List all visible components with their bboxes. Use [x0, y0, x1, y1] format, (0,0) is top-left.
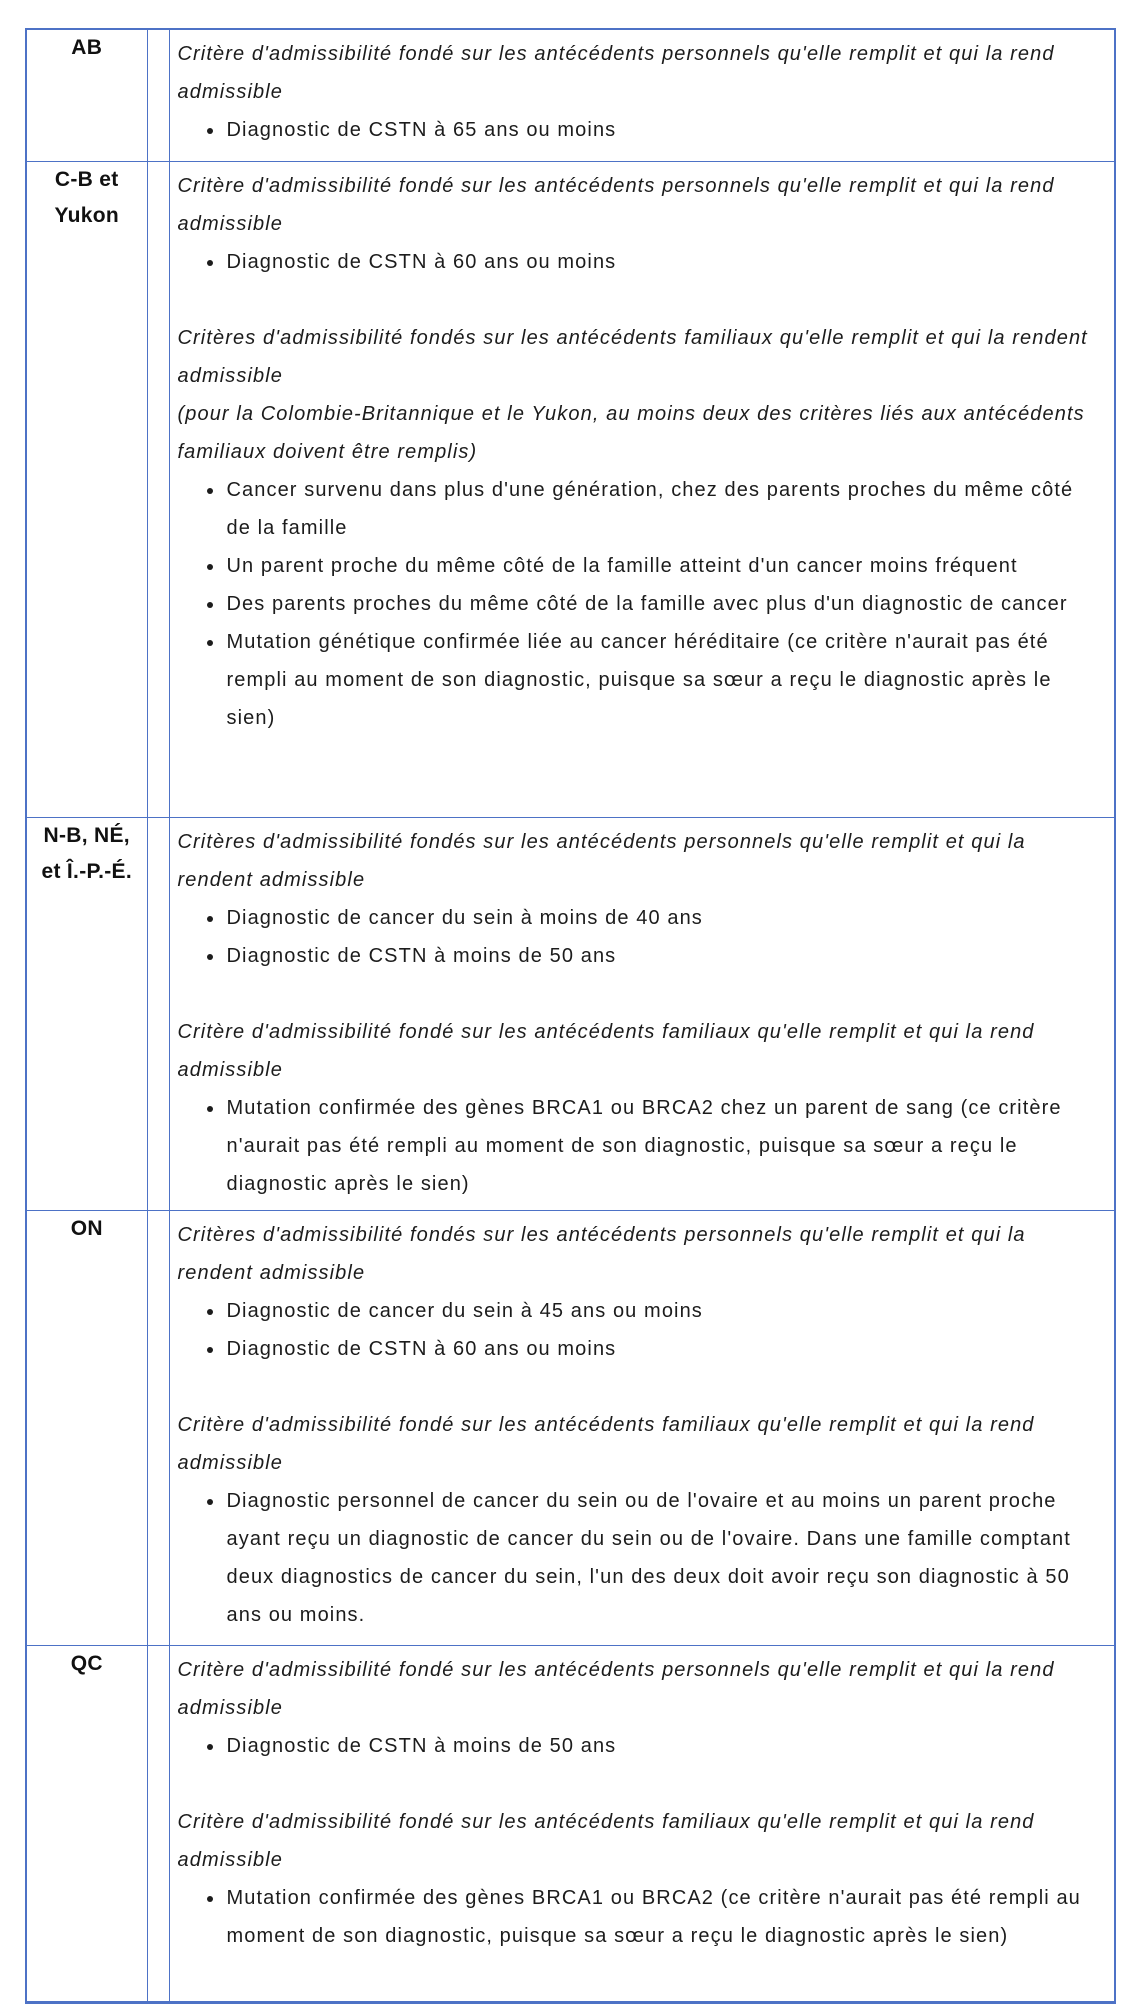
criteria-list [178, 1089, 1105, 1203]
criteria-heading: Critère d'admissibilité fondé sur les antécédents familiaux qu'elle remplit et qui la rend admissible [177, 1414, 1035, 1474]
region-label-line: AB [71, 36, 103, 59]
criteria-list [178, 243, 1105, 281]
region-label [26, 162, 147, 818]
criteria-item: • Cancer survenu dans plus d'une génération, chez des parents proches du même côté de la famille [225, 471, 1105, 547]
criteria-cell [169, 162, 1115, 818]
region-label-line: et Î.-P.-É. [41, 860, 132, 883]
criteria-item: • Des parents proches du même côté de la famille avec plus d'un diagnostic de cancer [225, 585, 1105, 623]
criteria-item: • Diagnostic de CSTN à moins de 50 ans [225, 1727, 1105, 1765]
spacer-cell [147, 1646, 169, 2003]
criteria-item: • Diagnostic de cancer du sein à moins de 40 ans [225, 899, 1105, 937]
spacer-cell [147, 818, 169, 1211]
criteria-list [178, 1292, 1105, 1368]
criteria-list [178, 111, 1105, 149]
criteria-item: • Diagnostic de CSTN à 65 ans ou moins [225, 111, 1105, 149]
criteria-heading: Critères d'admissibilité fondés sur les antécédents personnels qu'elle remplit et qui la rendent admissible [177, 1224, 1026, 1284]
region-label-line: C-B et [54, 168, 119, 191]
region-label-line: Yukon [54, 204, 119, 227]
criteria-item: • Diagnostic personnel de cancer du sein ou de l'ovaire et au moins un parent proche ayant reçu un diagnostic de cancer du sein ou de l'ovaire. Dans une famille comptant deux diagnostics de cancer du sein, l'un des deux doit avoir reçu son diagnostic à 50 ans ou moins. [225, 1482, 1105, 1634]
region-label-line: QC [70, 1652, 103, 1675]
criteria-cell [169, 1646, 1115, 2003]
criteria-heading: Critère d'admissibilité fondé sur les antécédents personnels qu'elle remplit et qui la rend admissible [177, 1659, 1055, 1719]
criteria-list [178, 899, 1105, 975]
region-label [26, 1211, 147, 1646]
criteria-heading: Critère d'admissibilité fondé sur les antécédents personnels qu'elle remplit et qui la rend admissible [177, 175, 1055, 235]
criteria-cell [169, 818, 1115, 1211]
region-label [26, 1646, 147, 2003]
section-gap [178, 1765, 1105, 1803]
criteria-item: • Mutation génétique confirmée liée au cancer héréditaire (ce critère n'aurait pas été rempli au moment de son diagnostic, puisque sa sœur a reçu le diagnostic après le sien) [225, 623, 1105, 737]
criteria-cell [169, 29, 1115, 162]
criteria-heading: Critère d'admissibilité fondé sur les antécédents familiaux qu'elle remplit et qui la rend admissible [177, 1021, 1035, 1081]
spacer-cell [147, 1211, 169, 1646]
criteria-item: • Diagnostic de cancer du sein à 45 ans ou moins [225, 1292, 1105, 1330]
section-gap [178, 1368, 1105, 1406]
criteria-item: • Diagnostic de CSTN à moins de 50 ans [225, 937, 1105, 975]
criteria-item: • Diagnostic de CSTN à 60 ans ou moins [225, 1330, 1105, 1368]
table-row [26, 1646, 1115, 2003]
table-row [26, 162, 1115, 818]
criteria-heading: Critères d'admissibilité fondés sur les antécédents familiaux qu'elle remplit et qui la rendent admissible [177, 327, 1088, 387]
criteria-list [178, 471, 1105, 737]
criteria-list [178, 1879, 1105, 1955]
region-label-line: N-B, NÉ, [43, 824, 130, 847]
criteria-note: (pour la Colombie-Britannique et le Yukon, au moins deux des critères liés aux antécédents familiaux doivent être remplis) [177, 403, 1085, 463]
region-label [26, 29, 147, 162]
criteria-heading: Critères d'admissibilité fondés sur les antécédents personnels qu'elle remplit et qui la rendent admissible [177, 831, 1026, 891]
criteria-cell [169, 1211, 1115, 1646]
section-gap [178, 281, 1105, 319]
spacer-cell [147, 29, 169, 162]
criteria-table [25, 28, 1116, 2004]
region-label [26, 818, 147, 1211]
section-gap [178, 975, 1105, 1013]
criteria-list [178, 1727, 1105, 1765]
criteria-item: • Mutation confirmée des gènes BRCA1 ou BRCA2 (ce critère n'aurait pas été rempli au moment de son diagnostic, puisque sa sœur a reçu le diagnostic après le sien) [225, 1879, 1105, 1955]
criteria-heading: Critère d'admissibilité fondé sur les antécédents personnels qu'elle remplit et qui la rend admissible [177, 43, 1055, 103]
criteria-heading: Critère d'admissibilité fondé sur les antécédents familiaux qu'elle remplit et qui la rend admissible [177, 1811, 1035, 1871]
criteria-item: • Un parent proche du même côté de la famille atteint d'un cancer moins fréquent [225, 547, 1105, 585]
region-label-line: ON [70, 1217, 103, 1240]
spacer-cell [147, 162, 169, 818]
table-row [26, 1211, 1115, 1646]
criteria-item: • Diagnostic de CSTN à 60 ans ou moins [225, 243, 1105, 281]
criteria-item: • Mutation confirmée des gènes BRCA1 ou BRCA2 chez un parent de sang (ce critère n'aurait pas été rempli au moment de son diagnostic, puisque sa sœur a reçu le diagnostic après le sien) [225, 1089, 1105, 1203]
table-row [26, 29, 1115, 162]
table-row [26, 818, 1115, 1211]
criteria-table-body [26, 29, 1115, 2003]
criteria-list [178, 1482, 1105, 1634]
